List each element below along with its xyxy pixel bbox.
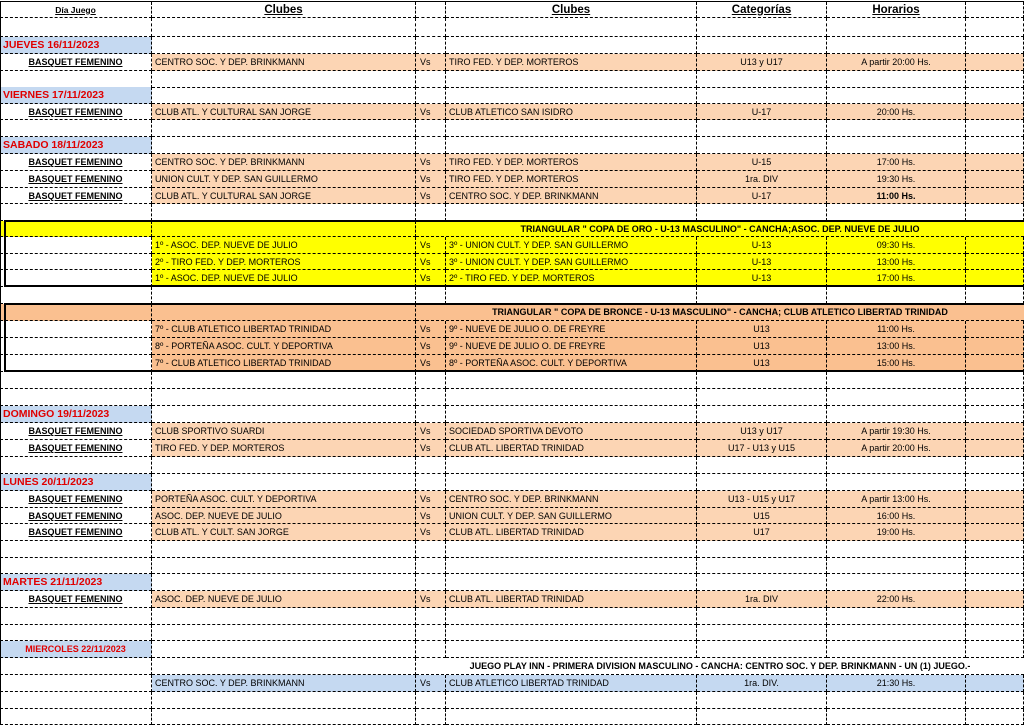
empty-cell (697, 389, 827, 406)
empty-cell (0, 321, 152, 338)
home-club: ASOC. DEP. NUEVE DE JULIO (152, 591, 416, 608)
empty-cell (152, 221, 416, 237)
empty-cell (966, 287, 1024, 304)
empty-cell (827, 372, 966, 389)
empty-cell (416, 558, 446, 574)
category: U13 - U15 y U17 (697, 491, 827, 508)
empty-cell (446, 625, 697, 641)
vs-label: Vs (416, 423, 446, 440)
empty-cell (966, 389, 1024, 406)
home-club: 7º - CLUB ATLETICO LIBERTAD TRINIDAD (152, 355, 416, 372)
category: U-13 (697, 237, 827, 254)
home-club: CENTRO SOC. Y DEP. BRINKMANN (152, 675, 416, 692)
empty-cell (827, 87, 966, 104)
away-club: 9º - NUEVE DE JULIO O. DE FREYRE (446, 321, 697, 338)
empty-cell (966, 491, 1024, 508)
away-club: 3º - UNION CULT. Y DEP. SAN GUILLERMO (446, 254, 697, 270)
category: U13 y U17 (697, 423, 827, 440)
empty-cell (966, 338, 1024, 355)
home-club: 2º - TIRO FED. Y DEP. MORTEROS (152, 254, 416, 270)
empty-cell (966, 321, 1024, 338)
empty-cell (152, 287, 416, 304)
away-club: CLUB ATLETICO LIBERTAD TRINIDAD (446, 675, 697, 692)
vs-label: Vs (416, 254, 446, 270)
away-club: SOCIEDAD SPORTIVA DEVOTO (446, 423, 697, 440)
empty-cell (152, 457, 416, 474)
match-time: 19:00 Hs. (827, 524, 966, 541)
category: U17 (697, 524, 827, 541)
empty-cell (827, 18, 966, 37)
vs-label: Vs (416, 591, 446, 608)
empty-cell (966, 188, 1024, 204)
match-time: A partir 20:00 Hs. (827, 440, 966, 457)
empty-cell (0, 120, 152, 137)
empty-cell (827, 574, 966, 591)
away-club: 9º - NUEVE DE JULIO O. DE FREYRE (446, 338, 697, 355)
vs-label: Vs (416, 54, 446, 71)
empty-cell (966, 692, 1024, 709)
empty-cell (697, 692, 827, 709)
category: U13 (697, 321, 827, 338)
empty-cell (966, 641, 1024, 658)
empty-cell (152, 389, 416, 406)
away-club: CLUB ATL. LIBERTAD TRINIDAD (446, 524, 697, 541)
home-club: CENTRO SOC. Y DEP. BRINKMANN (152, 154, 416, 171)
vs-label: Vs (416, 524, 446, 541)
sport-label: BASQUET FEMENINO (0, 440, 152, 457)
vs-label: Vs (416, 491, 446, 508)
empty-cell (697, 18, 827, 37)
sheet-left-border (0, 2, 1, 725)
empty-cell (0, 237, 152, 254)
empty-cell (827, 608, 966, 625)
empty-cell (966, 508, 1024, 524)
sport-label: BASQUET FEMENINO (0, 188, 152, 204)
header-vs (416, 2, 446, 18)
category: U13 (697, 338, 827, 355)
empty-cell (966, 120, 1024, 137)
sport-label: BASQUET FEMENINO (0, 154, 152, 171)
vs-label: Vs (416, 171, 446, 188)
match-time: 17:00 Hs. (827, 270, 966, 287)
empty-cell (966, 406, 1024, 423)
sport-label: BASQUET FEMENINO (0, 171, 152, 188)
bronze-cup-title: TRIANGULAR " COPA DE BRONCE - U-13 MASCULINO" - CANCHA; CLUB ATLETICO LIBERTAD TRINIDAD (416, 304, 1024, 321)
empty-cell (152, 304, 416, 321)
sport-label: BASQUET FEMENINO (0, 54, 152, 71)
day-label: VIERNES 17/11/2023 (0, 87, 152, 104)
empty-cell (827, 558, 966, 574)
empty-cell (152, 474, 416, 491)
home-club: TIRO FED. Y DEP. MORTEROS (152, 440, 416, 457)
away-club: 2º - TIRO FED. Y DEP. MORTEROS (446, 270, 697, 287)
empty-cell (446, 37, 697, 54)
empty-cell (446, 641, 697, 658)
empty-cell (966, 154, 1024, 171)
home-club: PORTEÑA ASOC. CULT. Y DEPORTIVA (152, 491, 416, 508)
header-clubes-away: Clubes (446, 2, 697, 18)
empty-cell (966, 474, 1024, 491)
empty-cell (0, 709, 152, 725)
vs-label: Vs (416, 237, 446, 254)
empty-cell (446, 137, 697, 154)
away-club: CENTRO SOC. Y DEP. BRINKMANN (446, 491, 697, 508)
empty-cell (446, 120, 697, 137)
empty-cell (966, 591, 1024, 608)
empty-cell (446, 474, 697, 491)
empty-cell (827, 692, 966, 709)
empty-cell (152, 71, 416, 88)
empty-cell (827, 37, 966, 54)
empty-cell (0, 692, 152, 709)
empty-cell (416, 137, 446, 154)
empty-cell (152, 709, 416, 725)
day-label: DOMINGO 19/11/2023 (0, 406, 152, 423)
match-time: 09:30 Hs. (827, 237, 966, 254)
home-club: UNION CULT. Y DEP. SAN GUILLERMO (152, 171, 416, 188)
empty-cell (697, 474, 827, 491)
match-time: 17:00 Hs. (827, 154, 966, 171)
vs-label: Vs (416, 355, 446, 372)
away-club: CENTRO SOC. Y DEP. BRINKMANN (446, 188, 697, 204)
empty-cell (827, 120, 966, 137)
empty-cell (966, 37, 1024, 54)
empty-cell (0, 625, 152, 641)
empty-cell (697, 204, 827, 221)
empty-cell (0, 287, 152, 304)
empty-cell (697, 558, 827, 574)
empty-cell (827, 709, 966, 725)
empty-cell (966, 709, 1024, 725)
empty-cell (446, 406, 697, 423)
empty-cell (152, 37, 416, 54)
empty-cell (416, 406, 446, 423)
empty-cell (152, 372, 416, 389)
header-dia: Día Juego (0, 2, 152, 18)
home-club: CLUB ATL. Y CULTURAL SAN JORGE (152, 104, 416, 120)
empty-cell (827, 406, 966, 423)
empty-cell (446, 558, 697, 574)
category: U-17 (697, 104, 827, 120)
header-horarios: Horarios (827, 2, 966, 18)
category: U13 y U17 (697, 54, 827, 71)
empty-cell (697, 137, 827, 154)
empty-cell (0, 658, 152, 675)
empty-cell (966, 270, 1024, 287)
home-club: CLUB ATL. Y CULT. SAN JORGE (152, 524, 416, 541)
empty-cell (152, 137, 416, 154)
match-time: 11:00 Hs. (827, 321, 966, 338)
empty-cell (697, 608, 827, 625)
vs-label: Vs (416, 508, 446, 524)
empty-cell (827, 641, 966, 658)
empty-cell (827, 541, 966, 558)
category: U15 (697, 508, 827, 524)
day-label: JUEVES 16/11/2023 (0, 37, 152, 54)
empty-cell (697, 574, 827, 591)
vs-label: Vs (416, 188, 446, 204)
empty-cell (446, 372, 697, 389)
empty-cell (152, 18, 416, 37)
empty-cell (416, 204, 446, 221)
empty-cell (966, 171, 1024, 188)
empty-cell (966, 675, 1024, 692)
empty-cell (827, 457, 966, 474)
home-club: 8º - PORTEÑA ASOC. CULT. Y DEPORTIVA (152, 338, 416, 355)
empty-cell (966, 372, 1024, 389)
empty-cell (0, 608, 152, 625)
vs-label: Vs (416, 675, 446, 692)
empty-cell (152, 658, 416, 675)
empty-cell (697, 641, 827, 658)
empty-cell (0, 304, 152, 321)
empty-cell (416, 574, 446, 591)
empty-cell (152, 541, 416, 558)
empty-cell (416, 692, 446, 709)
header-categorias: Categorías (697, 2, 827, 18)
vs-label: Vs (416, 321, 446, 338)
day-label: SABADO 18/11/2023 (0, 137, 152, 154)
empty-cell (697, 120, 827, 137)
sport-label: BASQUET FEMENINO (0, 491, 152, 508)
home-club: 1º - ASOC. DEP. NUEVE DE JULIO (152, 270, 416, 287)
away-club: 8º - PORTEÑA ASOC. CULT. Y DEPORTIVA (446, 355, 697, 372)
empty-cell (152, 204, 416, 221)
empty-cell (966, 423, 1024, 440)
sport-label: BASQUET FEMENINO (0, 524, 152, 541)
empty-cell (152, 641, 416, 658)
category: U-13 (697, 270, 827, 287)
empty-cell (0, 541, 152, 558)
vs-label: Vs (416, 104, 446, 120)
category: 1ra. DIV (697, 171, 827, 188)
empty-cell (446, 71, 697, 88)
empty-cell (827, 625, 966, 641)
vs-label: Vs (416, 440, 446, 457)
match-time: A partir 13:00 Hs. (827, 491, 966, 508)
away-club: CLUB ATL. LIBERTAD TRINIDAD (446, 591, 697, 608)
empty-cell (0, 457, 152, 474)
away-club: TIRO FED. Y DEP. MORTEROS (446, 154, 697, 171)
category: 1ra. DIV (697, 591, 827, 608)
empty-cell (152, 120, 416, 137)
vs-label: Vs (416, 154, 446, 171)
empty-cell (0, 18, 152, 37)
empty-cell (0, 270, 152, 287)
empty-cell (697, 287, 827, 304)
home-club: 1º - ASOC. DEP. NUEVE DE JULIO (152, 237, 416, 254)
empty-cell (0, 675, 152, 692)
empty-cell (966, 524, 1024, 541)
empty-cell (416, 625, 446, 641)
empty-cell (152, 625, 416, 641)
category: U13 (697, 355, 827, 372)
empty-cell (416, 389, 446, 406)
category: 1ra. DIV. (697, 675, 827, 692)
gold-cup-title: TRIANGULAR " COPA DE ORO - U-13 MASCULINO" - CANCHA;ASOC. DEP. NUEVE DE JULIO (416, 221, 1024, 237)
home-club: CLUB ATL. Y CULTURAL SAN JORGE (152, 188, 416, 204)
empty-cell (697, 457, 827, 474)
empty-cell (446, 18, 697, 37)
empty-cell (446, 287, 697, 304)
home-club: 7º - CLUB ATLETICO LIBERTAD TRINIDAD (152, 321, 416, 338)
category: U17 - U13 y U15 (697, 440, 827, 457)
empty-cell (966, 457, 1024, 474)
away-club: CLUB ATLETICO SAN ISIDRO (446, 104, 697, 120)
empty-cell (416, 37, 446, 54)
empty-cell (416, 457, 446, 474)
day-label: MIERCOLES 22/11/2023 (0, 641, 152, 658)
empty-cell (446, 574, 697, 591)
category: U-13 (697, 254, 827, 270)
empty-cell (152, 406, 416, 423)
sport-label: BASQUET FEMENINO (0, 591, 152, 608)
empty-cell (966, 558, 1024, 574)
empty-cell (0, 221, 152, 237)
match-time: 20:00 Hs. (827, 104, 966, 120)
empty-cell (966, 625, 1024, 641)
empty-cell (697, 541, 827, 558)
empty-cell (966, 54, 1024, 71)
empty-cell (0, 338, 152, 355)
empty-cell (416, 71, 446, 88)
home-club: CENTRO SOC. Y DEP. BRINKMANN (152, 54, 416, 71)
vs-label: Vs (416, 338, 446, 355)
empty-cell (966, 541, 1024, 558)
empty-cell (152, 87, 416, 104)
empty-cell (697, 71, 827, 88)
match-time: A partir 19:30 Hs. (827, 423, 966, 440)
empty-cell (416, 372, 446, 389)
match-time: 11:00 Hs. (827, 188, 966, 204)
empty-cell (697, 37, 827, 54)
empty-cell (416, 87, 446, 104)
empty-cell (966, 237, 1024, 254)
sport-label: BASQUET FEMENINO (0, 104, 152, 120)
empty-cell (416, 541, 446, 558)
sport-label: BASQUET FEMENINO (0, 508, 152, 524)
empty-cell (446, 541, 697, 558)
empty-cell (416, 18, 446, 37)
away-club: TIRO FED. Y DEP. MORTEROS (446, 171, 697, 188)
empty-cell (827, 474, 966, 491)
empty-cell (446, 87, 697, 104)
empty-cell (966, 440, 1024, 457)
away-club: TIRO FED. Y DEP. MORTEROS (446, 54, 697, 71)
empty-cell (827, 287, 966, 304)
empty-cell (966, 104, 1024, 120)
empty-cell (966, 18, 1024, 37)
sheet-top-border (0, 1, 1024, 2)
empty-cell (966, 608, 1024, 625)
empty-cell (827, 389, 966, 406)
empty-cell (966, 137, 1024, 154)
day-label: MARTES 21/11/2023 (0, 574, 152, 591)
empty-cell (0, 389, 152, 406)
empty-cell (416, 709, 446, 725)
playoff-title: JUEGO PLAY INN - PRIMERA DIVISION MASCULINO - CANCHA: CENTRO SOC. Y DEP. BRINKMANN - UN (1) JUEGO.- (416, 658, 1024, 675)
match-time: A partir 20:00 Hs. (827, 54, 966, 71)
empty-cell (152, 574, 416, 591)
away-club: UNION CULT. Y DEP. SAN GUILLERMO (446, 508, 697, 524)
home-club: CLUB SPORTIVO SUARDI (152, 423, 416, 440)
match-time: 13:00 Hs. (827, 338, 966, 355)
empty-cell (0, 254, 152, 270)
empty-cell (827, 71, 966, 88)
day-label: LUNES 20/11/2023 (0, 474, 152, 491)
empty-cell (966, 574, 1024, 591)
empty-cell (446, 204, 697, 221)
empty-cell (697, 625, 827, 641)
empty-cell (827, 204, 966, 221)
header-clubes-home: Clubes (152, 2, 416, 18)
empty-cell (966, 254, 1024, 270)
empty-cell (827, 137, 966, 154)
sport-label: BASQUET FEMENINO (0, 423, 152, 440)
empty-cell (697, 87, 827, 104)
empty-cell (152, 692, 416, 709)
empty-cell (446, 608, 697, 625)
empty-cell (966, 355, 1024, 372)
empty-cell (697, 406, 827, 423)
category: U-15 (697, 154, 827, 171)
match-time: 16:00 Hs. (827, 508, 966, 524)
empty-cell (446, 692, 697, 709)
match-time: 21:30 Hs. (827, 675, 966, 692)
match-time: 22:00 Hs. (827, 591, 966, 608)
home-club: ASOC. DEP. NUEVE DE JULIO (152, 508, 416, 524)
empty-cell (416, 120, 446, 137)
empty-cell (416, 287, 446, 304)
empty-cell (416, 474, 446, 491)
empty-cell (416, 608, 446, 625)
empty-cell (416, 641, 446, 658)
empty-cell (0, 204, 152, 221)
empty-cell (446, 389, 697, 406)
away-club: CLUB ATL. LIBERTAD TRINIDAD (446, 440, 697, 457)
header-extra (966, 2, 1024, 18)
empty-cell (697, 709, 827, 725)
empty-cell (152, 558, 416, 574)
empty-cell (966, 71, 1024, 88)
match-time: 19:30 Hs. (827, 171, 966, 188)
empty-cell (966, 87, 1024, 104)
empty-cell (446, 709, 697, 725)
empty-cell (0, 71, 152, 88)
vs-label: Vs (416, 270, 446, 287)
away-club: 3º - UNION CULT. Y DEP. SAN GUILLERMO (446, 237, 697, 254)
category: U-17 (697, 188, 827, 204)
empty-cell (152, 608, 416, 625)
empty-cell (697, 372, 827, 389)
empty-cell (966, 204, 1024, 221)
match-time: 15:00 Hs. (827, 355, 966, 372)
match-time: 13:00 Hs. (827, 254, 966, 270)
empty-cell (0, 558, 152, 574)
empty-cell (0, 372, 152, 389)
empty-cell (0, 355, 152, 372)
empty-cell (446, 457, 697, 474)
